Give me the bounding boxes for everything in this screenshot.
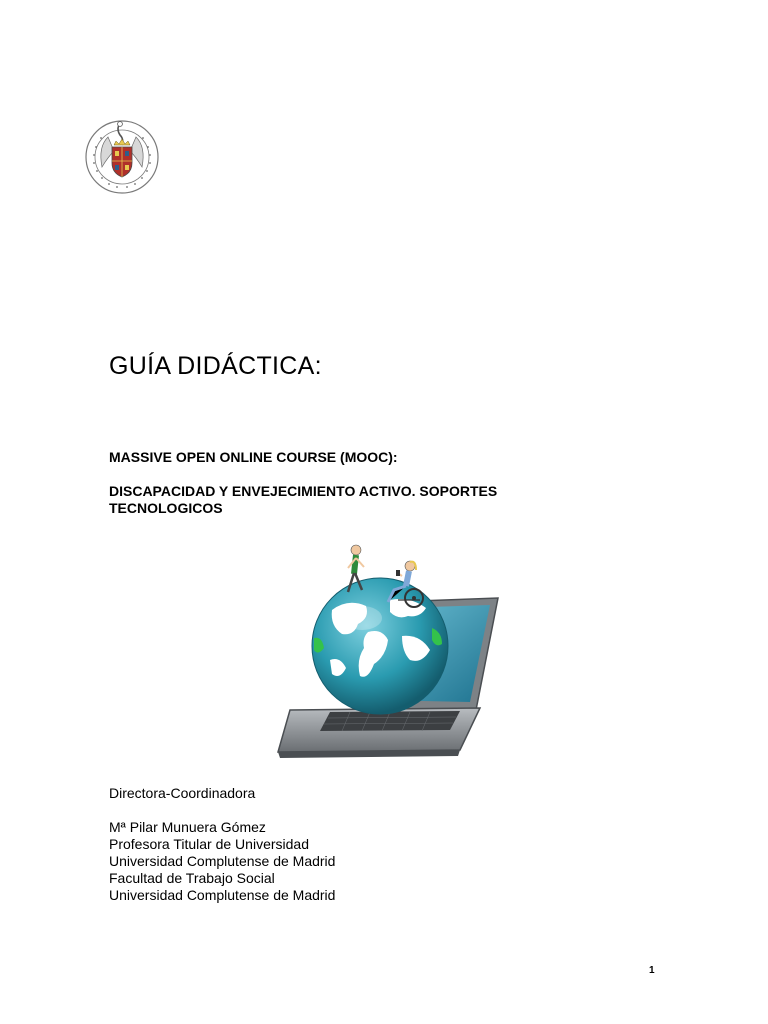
course-type: MASSIVE OPEN ONLINE COURSE (MOOC): bbox=[109, 449, 398, 465]
author-position: Profesora Titular de Universidad bbox=[109, 836, 309, 852]
role-label: Directora-Coordinadora bbox=[109, 785, 256, 801]
author-faculty: Facultad de Trabajo Social bbox=[109, 870, 275, 886]
author-name: Mª Pilar Munuera Gómez bbox=[109, 819, 266, 835]
author-info bbox=[109, 819, 335, 904]
author-university: Universidad Complutense de Madrid bbox=[109, 853, 336, 869]
globe-laptop-illustration bbox=[270, 540, 506, 760]
course-title-line-2: TECNOLOGICOS bbox=[109, 500, 223, 516]
document-title: GUÍA DIDÁCTICA: bbox=[109, 352, 322, 380]
author-university-repeat: Universidad Complutense de Madrid bbox=[109, 887, 336, 903]
page-number: 1 bbox=[649, 965, 655, 976]
university-seal-icon bbox=[84, 117, 160, 197]
course-title-line-1: DISCAPACIDAD Y ENVEJECIMIENTO ACTIVO. SOPORTES bbox=[109, 483, 498, 499]
